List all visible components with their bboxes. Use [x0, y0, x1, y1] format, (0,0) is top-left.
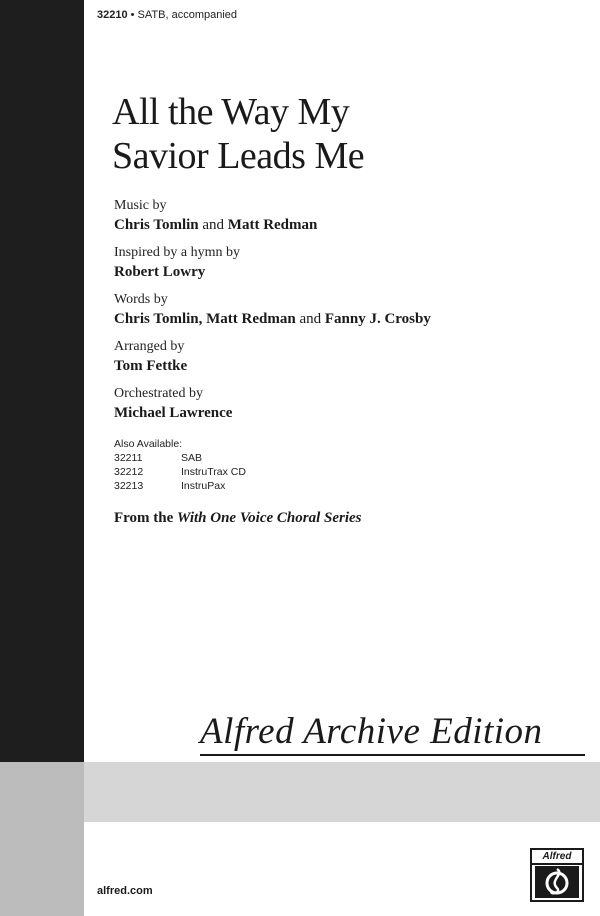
credit-orchestrated	[114, 384, 574, 424]
edition-underline	[200, 754, 585, 756]
page-title	[112, 90, 364, 178]
item-label: SAB	[181, 452, 203, 464]
also-available-list	[114, 437, 246, 493]
inspired-label: Inspired by a hymn by	[114, 245, 240, 260]
credit-inspired	[114, 243, 574, 283]
music-names	[114, 215, 574, 236]
voicing-text: • SATB, accompanied	[127, 9, 238, 21]
inspired-names	[114, 262, 574, 283]
website-link[interactable]: alfred.com	[97, 885, 153, 897]
item-code: 32211	[114, 452, 143, 464]
lyricist-3: Fanny J. Crosby	[324, 311, 431, 327]
edition-title: Alfred Archive Edition	[200, 711, 543, 752]
catalog-code	[97, 9, 237, 21]
music-label: Music by	[114, 198, 167, 213]
words-names	[114, 309, 574, 330]
arranged-names	[114, 356, 574, 377]
credit-arranged	[114, 337, 574, 377]
grey-band	[84, 762, 600, 822]
logo-text: Alfred	[532, 850, 582, 865]
catalog-number: 32210	[97, 9, 128, 21]
title-line-1: All the Way My	[112, 91, 350, 133]
orchestrator: Michael Lawrence	[114, 405, 233, 421]
arranged-label: Arranged by	[114, 339, 185, 354]
series-prefix: From the	[114, 510, 178, 526]
also-available-heading: Also Available:	[114, 438, 183, 450]
music-composer-1: Chris Tomlin	[114, 217, 199, 233]
lyricists: Chris Tomlin, Matt Redman	[114, 311, 296, 327]
title-line-2: Savior Leads Me	[112, 135, 365, 177]
arranger: Tom Fettke	[114, 358, 188, 374]
list-item	[114, 479, 246, 493]
hymn-author: Robert Lowry	[114, 264, 206, 280]
music-and: and	[198, 217, 228, 233]
orchestrated-label: Orchestrated by	[114, 386, 204, 401]
item-code: 32213	[114, 480, 144, 492]
credit-music	[114, 196, 574, 236]
series-line	[114, 510, 362, 527]
orchestrated-names	[114, 403, 574, 424]
item-label: InstruPax	[181, 480, 226, 492]
music-composer-2: Matt Redman	[227, 217, 318, 233]
left-grey-block	[0, 762, 84, 916]
item-label: InstruTrax CD	[181, 466, 246, 478]
words-label: Words by	[114, 292, 168, 307]
series-name: With One Voice Choral Series	[177, 510, 362, 526]
words-and: and	[295, 311, 325, 327]
treble-clef-icon	[535, 866, 579, 898]
list-item	[114, 451, 246, 465]
alfred-logo	[530, 848, 584, 902]
credits-block	[114, 196, 574, 431]
list-item	[114, 465, 246, 479]
credit-words	[114, 290, 574, 330]
item-code: 32212	[114, 466, 144, 478]
